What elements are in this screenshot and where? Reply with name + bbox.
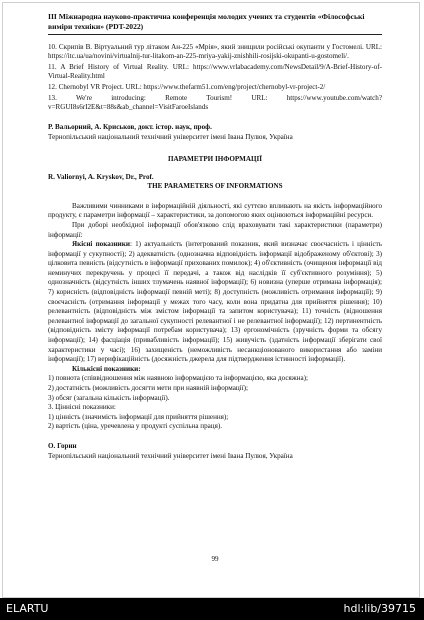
paragraph-quality xyxy=(48,240,382,365)
footer-handle[interactable]: hdl:lib/39715 xyxy=(343,602,416,615)
author-next: О. Горин xyxy=(48,441,77,450)
quantity-list xyxy=(48,374,382,432)
list-item: 3. Ціннісні показники: xyxy=(48,403,116,412)
quality-label: Якісні показники xyxy=(72,240,130,249)
title-ua: ПАРАМЕТРИ ІНФОРМАЦІЇ xyxy=(167,154,262,163)
list-item: 2) вартість (ціна, уречевлена у продукті суспільна праця). xyxy=(48,422,222,431)
affiliation-2: Тернопільський національний технічний університет імені Івана Пулюя, Україна xyxy=(48,451,293,460)
list-item: 1) цінність (значимість інформації для прийняття рішення); xyxy=(48,412,229,421)
reference-item: 10. Скрипiв В. Віртуальний тур літаком Ан-225 «Мрія», який знищили російські окупанти у Гостомелі. URL: https://itc.ua/ua/novini/virtualnij-tur-litakom-an-225-mriya-yakij-znishhili-rosijski-okupanti-u-gostomeli/. xyxy=(48,42,382,61)
page-number: 99 xyxy=(211,555,219,563)
authors-en: R. Valiornyi, A. Kryskov, Dr., Prof. xyxy=(48,172,154,181)
paper-page xyxy=(48,12,382,563)
quality-text: : 1) актуальність (інтегрований показник, який визначає своєчасність і цінність інформації у сукупності); 2) адекватність (однозначна відповідність інформації відображеному об'єктові); 3) цілковита певність (відсутність в інформації прихованих помилок); 4) об'єктивність (очищення інформації від неминучих перекручень у процесі її передачі, а також від наслідків її суб'єктивного розуміння); 5) однозначність (відсутність інших тлумачень наявної інформації); 6) новизна (уперше отримана інформація); 7) корисність (відповідність інформації певній меті); 8) доступність (можливість отримання інформації); 9) своєчасність (отримання інформації у межах того часу, коли вона придатна для прийняття рішення); 10) релевантність (відповідність між змістом інформації та запитом користувача); 11) точність (відношення релевантної інформації до загальної сукупності релевантної і не релевантної інформації); 12) пертинентність (відповідність змісту інформації потребам користувача); 13) ергономічність (зручність форми та обсягу інформації); 14) фасціація (привабливість інформації); 15) живучість (здатність інформації зберігати свої характеристики у часі); 16) захищеність (неможливість несанкціонованого використання або заміни інформації); 17) верифікаційність (досяжність джерела для підтвердження істинності інформації). xyxy=(48,240,382,364)
conference-header: III Міжнародна науково-практична конференція молодих учених та студентів «Філософські виміри техніки» (PDT-2022) xyxy=(48,12,382,35)
paragraph-selection: При доборі необхідної інформації обов'язково слід враховувати такі характеристики (параметри) інформації: xyxy=(48,220,382,239)
reference-item: 12. Chernobyl VR Project. URL: https://www.thefarm51.com/eng/project/chernobyl-vr-project-2/ xyxy=(48,82,326,91)
list-item: 1) повнота (співвідношення між наявною інформацією та інформацією, яка досяжна); xyxy=(48,374,308,383)
reference-item: 13. We're introducing: Remote Tourism! URL: https://www.youtube.com/watch?v=RGUI8s6rI2E&t=88s&ab_channel=VisitFaroeIslands xyxy=(48,93,382,112)
authors-ua: Р. Вальорний, А. Криськов, докт. істор. наук, проф. xyxy=(48,122,212,131)
list-item: 3) обсяг (загальна кількість інформації). xyxy=(48,393,170,402)
affiliation-1: Тернопільський національний технічний університет імені Івана Пулюя, Україна xyxy=(48,133,293,142)
reference-list xyxy=(48,43,382,113)
footer-bar xyxy=(0,598,424,620)
paragraph-intro: Важливими чинниками в інформаційній діяльності, які суттєво впливають на якість інформаційного продукту, є параметри інформації – характеристики, за допомогою яких оцінюються інформаційні ресурси. xyxy=(48,201,382,220)
footer-left-label: ELARTU xyxy=(6,602,49,615)
reference-item: 11. A Brief History of Virtual Reality. URL: https://www.vrlabacademy.com/NewsDetail/9/A-Brief-History-of-Virtual-Reality.html xyxy=(48,62,382,81)
list-item: 2) достатність (можливість досягти мети при наявній інформації); xyxy=(48,384,248,392)
title-en: THE PARAMETERS OF INFORMATIONS xyxy=(147,182,283,191)
quantity-label: Кількісні показники: xyxy=(72,364,141,373)
